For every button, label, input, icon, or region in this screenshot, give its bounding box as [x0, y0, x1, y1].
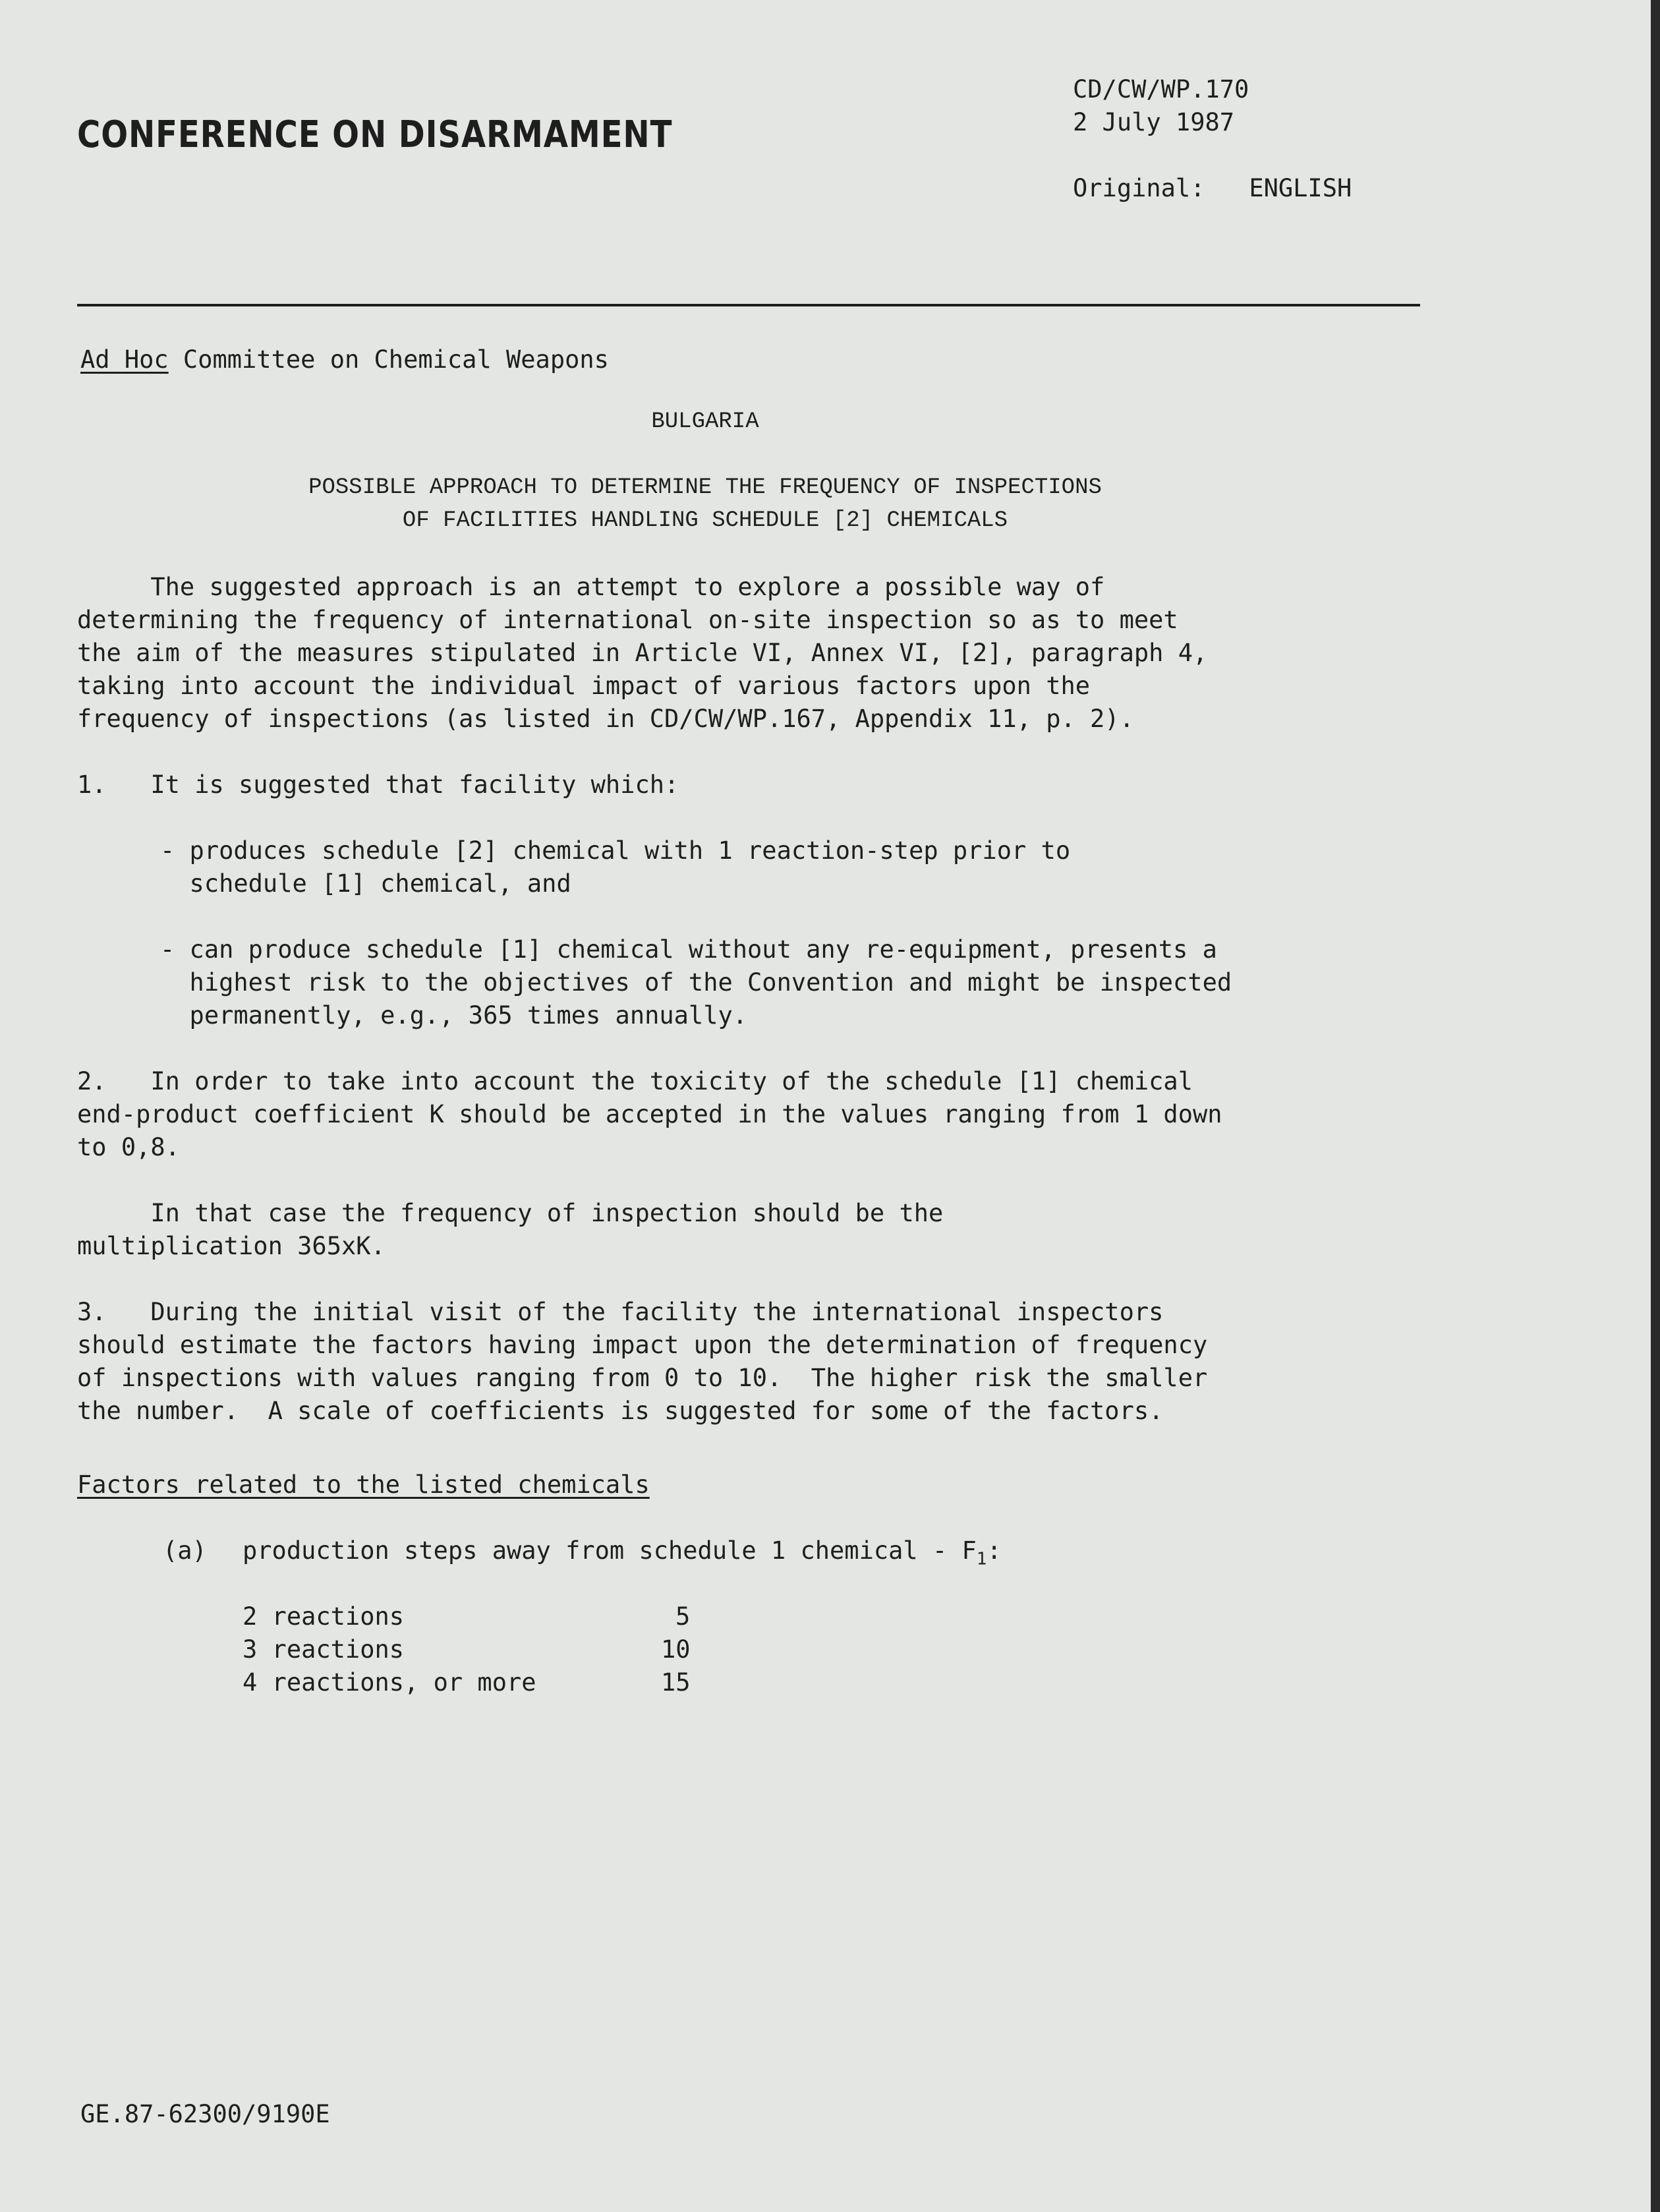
para3-line-3: of inspections with values ranging from 0 to 10. The higher risk the smaller — [77, 1364, 1208, 1392]
original-language: ENGLISH — [1249, 174, 1352, 202]
para2-line-2: end-product coefficient K should be accepted in the values ranging from 1 down — [77, 1100, 1222, 1128]
original-label: Original: — [1073, 174, 1205, 202]
reaction-row-value: 15 — [661, 1668, 691, 1697]
committee-line — [80, 343, 609, 376]
intro-line-1: The suggested approach is an attempt to explore a possible way of — [77, 573, 1105, 601]
reaction-row-value: 10 — [661, 1635, 691, 1664]
factors-heading: Factors related to the listed chemicals — [77, 1470, 650, 1499]
document-date: 2 July 1987 — [1073, 108, 1235, 136]
factor-a-text: production steps away from schedule 1 chemical - F — [243, 1536, 977, 1565]
para1-bullet2-line2: highest risk to the objectives of the Convention and might be inspected — [160, 968, 1232, 997]
factor-a-label: (a) — [163, 1536, 207, 1565]
header-divider — [77, 304, 1420, 306]
para1-bullet2-line1: - can produce schedule [1] chemical without any re-equipment, presents a — [160, 935, 1217, 964]
reaction-row-label: 4 reactions, or more — [243, 1668, 536, 1697]
para2-line-3: to 0,8. — [77, 1133, 180, 1161]
original-language-line — [1073, 171, 1352, 205]
country-name: BULGARIA — [651, 409, 759, 434]
para3-line-2: should estimate the factors having impact upon the determination of frequency — [77, 1331, 1208, 1359]
para1-bullet2-line3: permanently, e.g., 365 times annually. — [160, 1001, 748, 1030]
para2-sub-line-2: multiplication 365xK. — [77, 1232, 386, 1260]
reaction-row-label: 2 reactions — [243, 1602, 405, 1631]
factor-a-subscript: 1 — [976, 1549, 987, 1569]
document-number: CD/CW/WP.170 — [1073, 75, 1249, 103]
para2-line-1: 2. In order to take into account the toxicity of the schedule [1] chemical — [77, 1067, 1193, 1095]
factor-a-text-line — [243, 1534, 1002, 1567]
reaction-row-value: 5 — [675, 1602, 691, 1631]
para1-bullet1-line1: - produces schedule [2] chemical with 1 reaction-step prior to — [160, 836, 1071, 865]
para3-line-1: 3. During the initial visit of the facility the international inspectors — [77, 1298, 1164, 1326]
page-edge-shadow — [1651, 0, 1660, 2212]
reaction-row-label: 3 reactions — [243, 1635, 405, 1664]
footer-code: GE.87-62300/9190E — [80, 2100, 330, 2128]
factor-a-colon: : — [987, 1536, 1002, 1565]
intro-line-5: frequency of inspections (as listed in CD/CW/WP.167, Appendix 11, p. 2). — [77, 705, 1134, 733]
intro-line-4: taking into account the individual impact of various factors upon the — [77, 672, 1091, 700]
title-line-2: OF FACILITIES HANDLING SCHEDULE [2] CHEMICALS — [402, 508, 1008, 533]
para3-line-4: the number. A scale of coefficients is suggested for some of the factors. — [77, 1397, 1164, 1425]
title-line-1: POSSIBLE APPROACH TO DETERMINE THE FREQUENCY OF INSPECTIONS — [308, 475, 1102, 500]
para2-sub-line-1: In that case the frequency of inspection should be the — [77, 1199, 944, 1227]
para1-bullet1-line2: schedule [1] chemical, and — [160, 869, 571, 898]
ad-hoc-label: Ad Hoc — [80, 345, 169, 374]
intro-line-3: the aim of the measures stipulated in Article VI, Annex VI, [2], paragraph 4, — [77, 639, 1208, 667]
conference-title: CONFERENCE ON DISARMAMENT — [77, 113, 673, 156]
committee-name: Committee on Chemical Weapons — [168, 345, 609, 374]
para1-lead: 1. It is suggested that facility which: — [77, 771, 679, 799]
intro-line-2: determining the frequency of international on-site inspection so as to meet — [77, 606, 1178, 634]
